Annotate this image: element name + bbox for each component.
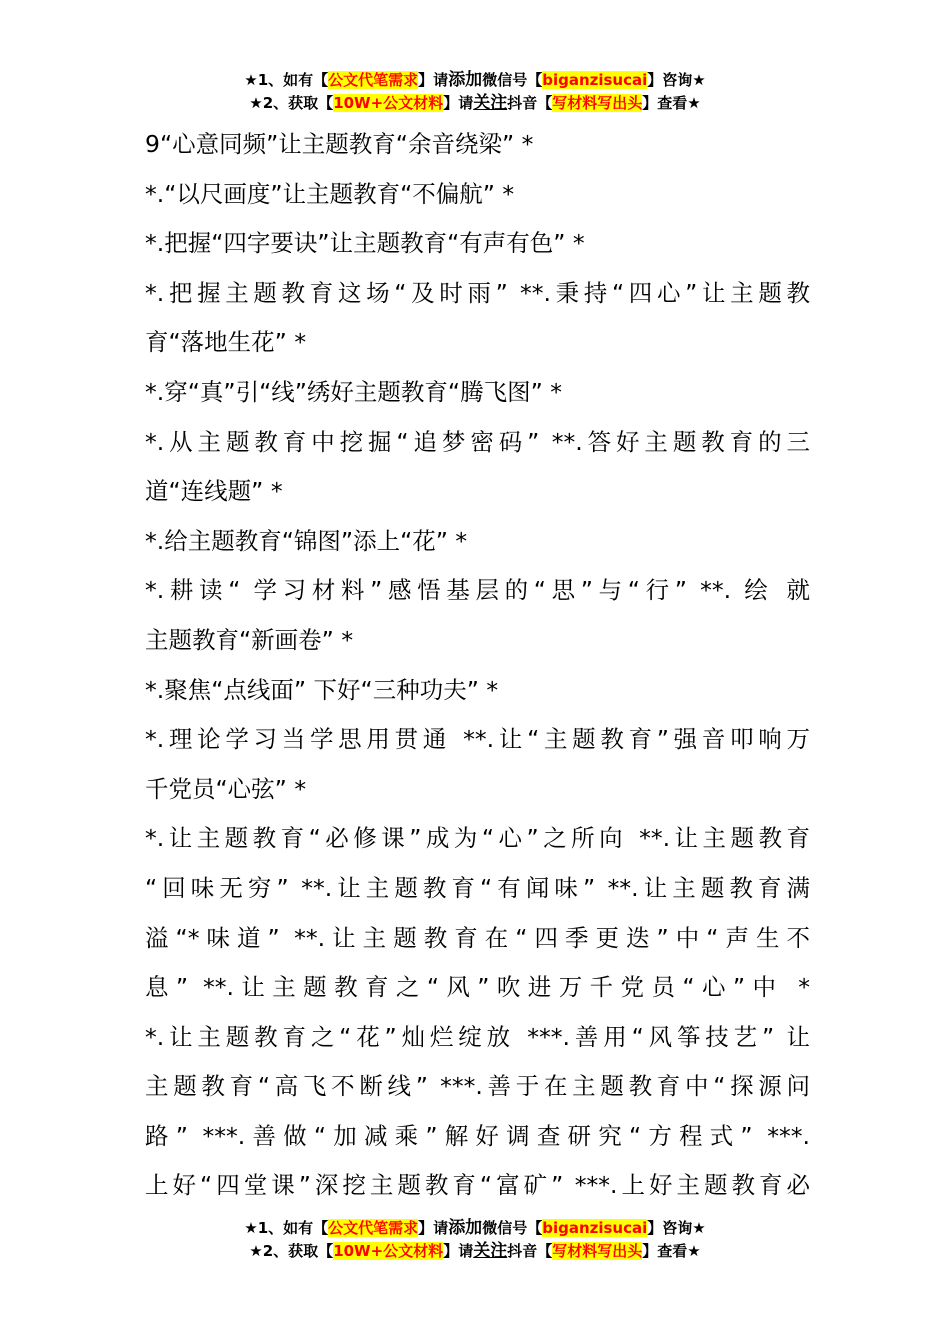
header-highlight-douyin: 写材料写出头 — [552, 94, 643, 112]
header-line-2-tail: 】查看★ — [642, 94, 701, 112]
footer-highlight-douyin: 写材料写出头 — [552, 1242, 643, 1260]
body-line-11: 主题教育“新画卷” * — [145, 625, 354, 654]
body-line-5: 育“落地生花” * — [145, 328, 307, 357]
body-line-6: *.穿“真”引“线”绣好主题教育“腾飞图” * — [145, 377, 562, 406]
header-line-1-lead: ★1、如有【 — [244, 71, 329, 89]
footer-line-1-tail: 】咨询★ — [647, 1219, 706, 1237]
footer-line-2 — [0, 1240, 950, 1263]
header-line-1-mid2: 微信号【 — [482, 71, 543, 89]
footer-highlight-wechat-id: biganzisucai — [542, 1219, 648, 1237]
footer-highlight-materials: 10W+公文材料 — [333, 1242, 444, 1260]
body-line-4: *.把握主题教育这场“及时雨” **.秉持“四心”让主题教 — [145, 278, 810, 307]
footer-line-2-mid2: 抖音【 — [507, 1242, 553, 1260]
header-line-2-lead: ★2、获取【 — [249, 94, 334, 112]
footer-line-1-mid2: 微信号【 — [482, 1219, 543, 1237]
header-line-2-mid2: 抖音【 — [507, 94, 553, 112]
body-line-12: *.聚焦“点线面” 下好“三种功夫” * — [145, 675, 499, 704]
header-line-2 — [0, 92, 950, 115]
header-line-1-tail: 】咨询★ — [647, 71, 706, 89]
footer-line-2-underline-word: 关注 — [473, 1241, 508, 1261]
body-line-16: “回味无穷” **.让主题教育“有闻味” **.让主题教育满 — [145, 873, 810, 902]
header-line-1 — [0, 69, 950, 92]
header-banner — [0, 69, 950, 115]
header-highlight-service: 公文代笔需求 — [328, 71, 419, 89]
body-line-17: 溢“*味道” **.让主题教育在“四季更迭”中“声生不 — [145, 923, 810, 952]
footer-line-1-mid1: 】请 — [418, 1219, 449, 1237]
footer-highlight-service: 公文代笔需求 — [328, 1219, 419, 1237]
body-line-21: 路” ***.善做“加减乘”解好调查研究“方程式” ***. — [145, 1121, 810, 1150]
footer-line-2-tail: 】查看★ — [642, 1242, 701, 1260]
body-line-19: *.让主题教育之“花”灿烂绽放 ***.善用“风筝技艺” 让 — [145, 1022, 810, 1051]
footer-line-2-lead: ★2、获取【 — [249, 1242, 334, 1260]
header-highlight-materials: 10W+公文材料 — [333, 94, 444, 112]
footer-line-2-mid1: 】请 — [443, 1242, 474, 1260]
header-highlight-wechat-id: biganzisucai — [542, 71, 648, 89]
footer-line-1 — [0, 1217, 950, 1240]
footer-banner — [0, 1217, 950, 1263]
body-line-15: *.让主题教育“必修课”成为“心”之所向 **.让主题教育 — [145, 824, 810, 853]
body-line-22: 上好“四堂课”深挖主题教育“富矿” ***.上好主题教育必 — [145, 1171, 810, 1200]
body-line-18: 息” **.让主题教育之“风”吹进万千党员“心”中 * — [145, 973, 810, 1002]
body-line-20: 主题教育“高飞不断线” ***.善于在主题教育中“探源问 — [145, 1072, 810, 1101]
body-line-9: *.给主题教育“锦图”添上“花” * — [145, 526, 468, 555]
header-line-2-underline-word: 关注 — [473, 93, 508, 113]
document-body — [145, 120, 810, 1211]
body-line-2: *.“以尺画度”让主题教育“不偏航” * — [145, 179, 515, 208]
body-line-3: *.把握“四字要诀”让主题教育“有声有色” * — [145, 229, 585, 258]
footer-line-1-bold-word: 添加 — [448, 1218, 483, 1238]
body-line-8: 道“连线题” * — [145, 477, 283, 506]
body-line-1: 9“心意同频”让主题教育“余音绕梁” * — [145, 130, 534, 158]
body-line-7: *.从主题教育中挖掘“追梦密码” **.答好主题教育的三 — [145, 427, 810, 456]
header-line-1-bold-word: 添加 — [448, 70, 483, 90]
body-line-14: 千党员“心弦” * — [145, 774, 307, 803]
header-line-1-mid1: 】请 — [418, 71, 449, 89]
header-line-2-mid1: 】请 — [443, 94, 474, 112]
body-line-13: *.理论学习当学思用贯通 **.让“主题教育”强音叩响万 — [145, 725, 810, 754]
footer-line-1-lead: ★1、如有【 — [244, 1219, 329, 1237]
body-line-10: *.耕读“ 学习材料”感悟基层的“思”与“行” **. 绘 就 — [145, 576, 810, 605]
